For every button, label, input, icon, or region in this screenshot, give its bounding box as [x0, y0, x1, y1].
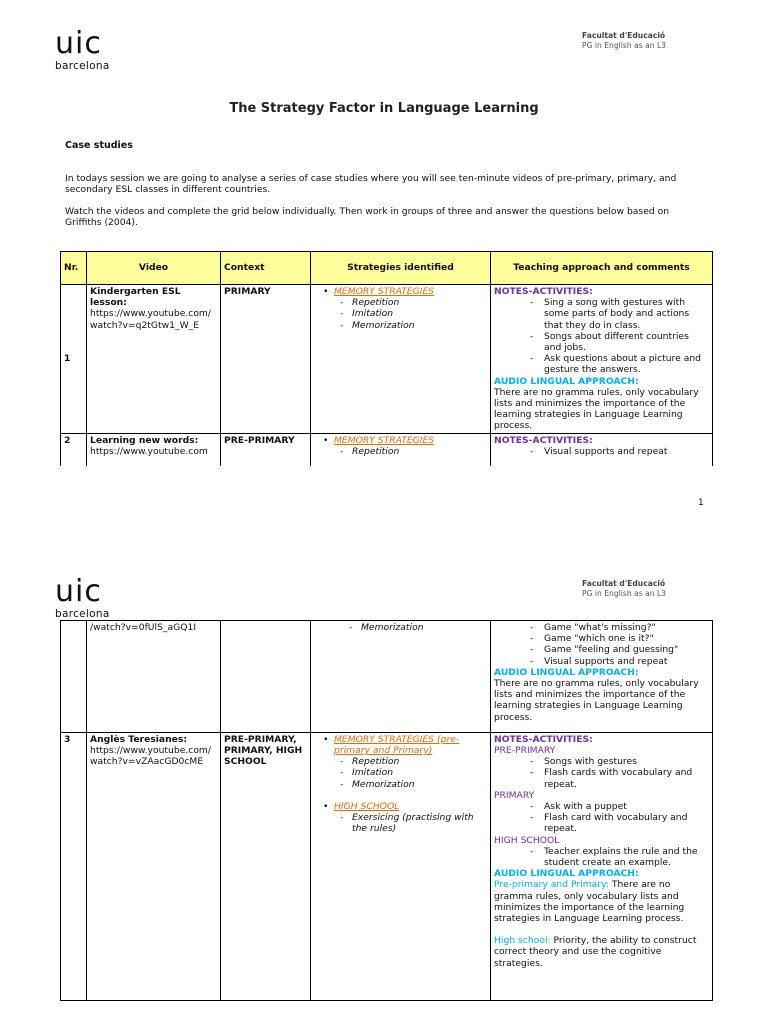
- strategies-cell: [311, 732, 491, 1000]
- note-item: - Flash cards with vocabulary and repeat.: [544, 767, 709, 789]
- video-title: Anglès Teresianes:: [90, 733, 188, 745]
- note-item: - Visual supports and repeat: [544, 656, 709, 667]
- approach-label: AUDIO LINGUAL APPROACH:: [494, 375, 639, 387]
- note-item: - Game "feeling and guessing": [544, 644, 709, 655]
- high-school-label: HIGH SCHOOL: [494, 834, 560, 846]
- header-nr: Nr.: [61, 252, 87, 285]
- strategy-item: - Imitation: [352, 767, 487, 778]
- page-number: 1: [698, 498, 704, 508]
- case-study-table-continued: [60, 620, 713, 1001]
- approach-label: AUDIO LINGUAL APPROACH:: [494, 666, 639, 678]
- strategy-item: - Exersicing (practising with the rules): [352, 812, 487, 834]
- note-item: - Songs with gestures: [544, 756, 709, 767]
- approach-cell: [491, 732, 713, 1000]
- note-item: - Songs about different countries and jobs.: [544, 331, 709, 353]
- note-item: - Flash card with vocabulary and repeat.: [544, 812, 709, 834]
- header-video: Video: [87, 252, 221, 285]
- approach-cell: [491, 621, 713, 733]
- strategy-heading: MEMORY STRATEGIES (pre-primary and Primary): [334, 733, 460, 757]
- approach-pp-label: Pre-primary and Primary:: [494, 879, 609, 891]
- strategy-item: - Repetition: [352, 756, 487, 767]
- approach-text: There are no gramma rules, only vocabulary lists and minimizes the importance of the learning strategies in Language Learning process.: [494, 386, 699, 432]
- notes-label: NOTES-ACTIVITIES:: [494, 286, 593, 297]
- faculty-programme: PG in English as an L3: [582, 589, 667, 598]
- faculty-programme: PG in English as an L3: [582, 41, 667, 50]
- row-number-empty: [61, 621, 87, 733]
- strategy-heading: HIGH SCHOOL: [334, 800, 400, 812]
- row-number: 2: [61, 433, 87, 466]
- approach-pre-primary: [494, 879, 709, 924]
- header-strategies: Strategies identified: [311, 252, 491, 285]
- video-cell: [87, 732, 221, 1000]
- faculty-title: Facultat d'Educació: [582, 31, 666, 40]
- primary-label: PRIMARY: [494, 789, 535, 801]
- table-row: [61, 621, 713, 733]
- strategies-cell: [311, 621, 491, 733]
- strategy-item: - Repetition: [352, 297, 487, 308]
- note-item: - Sing a song with gestures with some parts of body and actions that they do in class.: [544, 297, 709, 331]
- strategy-item: - Memorization: [352, 779, 487, 790]
- notes-label: NOTES-ACTIVITIES:: [494, 733, 593, 745]
- section-heading: Case studies: [65, 140, 133, 151]
- note-item: - Visual supports and repeat: [544, 446, 709, 457]
- document-title: The Strategy Factor in Language Learning: [229, 101, 539, 116]
- video-title: Kindergarten ESL lesson:: [90, 286, 181, 309]
- logo-subtitle: barcelona: [55, 608, 110, 620]
- row-number: 1: [61, 285, 87, 434]
- video-title: Learning new words:: [90, 434, 199, 446]
- strategy-item: - Imitation: [352, 308, 487, 319]
- context-cell: PRE-PRIMARY: [221, 433, 311, 466]
- approach-text: There are no gramma rules, only vocabulary lists and minimizes the importance of the learning strategies in Language Learning process.: [494, 678, 699, 723]
- row-number: 3: [61, 732, 87, 1000]
- note-item: - Teacher explains the rule and the student create an example.: [544, 846, 709, 868]
- note-item: - Game "which one is it?": [544, 633, 709, 644]
- context-cell: PRIMARY: [221, 285, 311, 434]
- video-cell: [87, 621, 221, 733]
- video-link[interactable]: https://www.youtube.com/watch?v=vZAacGD0cME: [90, 745, 211, 768]
- video-link[interactable]: /watch?v=0fUlS_aGQ1I: [90, 622, 197, 633]
- note-item: - Ask with a puppet: [544, 801, 709, 812]
- logo-mark: uic: [55, 574, 102, 609]
- note-item: - Game "what's missing?": [544, 622, 709, 633]
- context-cell-empty: [221, 621, 311, 733]
- pre-primary-label: PRE-PRIMARY: [494, 745, 556, 757]
- strategy-item: - Repetition: [352, 446, 487, 457]
- context-cell: PRE-PRIMARY, PRIMARY, HIGH SCHOOL: [221, 732, 311, 1000]
- intro-paragraph: In todays session we are going to analyse a series of case studies where you will see ten-minute videos of pre-primary, primary, and secondary ESL classes in different countries.: [65, 173, 677, 196]
- strategy-heading: MEMORY STRATEGIES: [334, 286, 435, 297]
- strategy-item: - Memorization: [352, 320, 487, 331]
- logo-subtitle: barcelona: [55, 60, 110, 72]
- approach-hs-text: Priority, the ability to construct correct theory and use the cognitive strategies.: [494, 935, 697, 969]
- instructions-paragraph: Watch the videos and complete the grid below individually. Then work in groups of three and answer the questions below based on Griffiths (2004).: [65, 206, 670, 229]
- approach-label: AUDIO LINGUAL APPROACH:: [494, 868, 639, 880]
- logo-mark: uic: [55, 26, 102, 61]
- approach-high-school: [494, 935, 709, 969]
- strategy-item: - Memorization: [361, 622, 487, 633]
- strategy-heading: MEMORY STRATEGIES: [334, 434, 435, 446]
- video-link[interactable]: https://www.youtube.com/watch?v=q2tGtw1_W_E: [90, 308, 211, 331]
- table-row: [61, 732, 713, 1000]
- note-item: - Ask questions about a picture and gesture the answers.: [544, 353, 709, 375]
- notes-label: NOTES-ACTIVITIES:: [494, 434, 593, 446]
- header-teaching-approach: Teaching approach and comments: [491, 252, 713, 285]
- header-context: Context: [221, 252, 311, 285]
- faculty-title: Facultat d'Educació: [582, 579, 666, 588]
- approach-pp-text: There are no gramma rules, only vocabulary lists and minimizes the importance of the learning strategies in Language Learning process.: [494, 879, 685, 925]
- video-link[interactable]: https://www.youtube.com: [90, 445, 208, 457]
- approach-hs-label: High school:: [494, 935, 551, 947]
